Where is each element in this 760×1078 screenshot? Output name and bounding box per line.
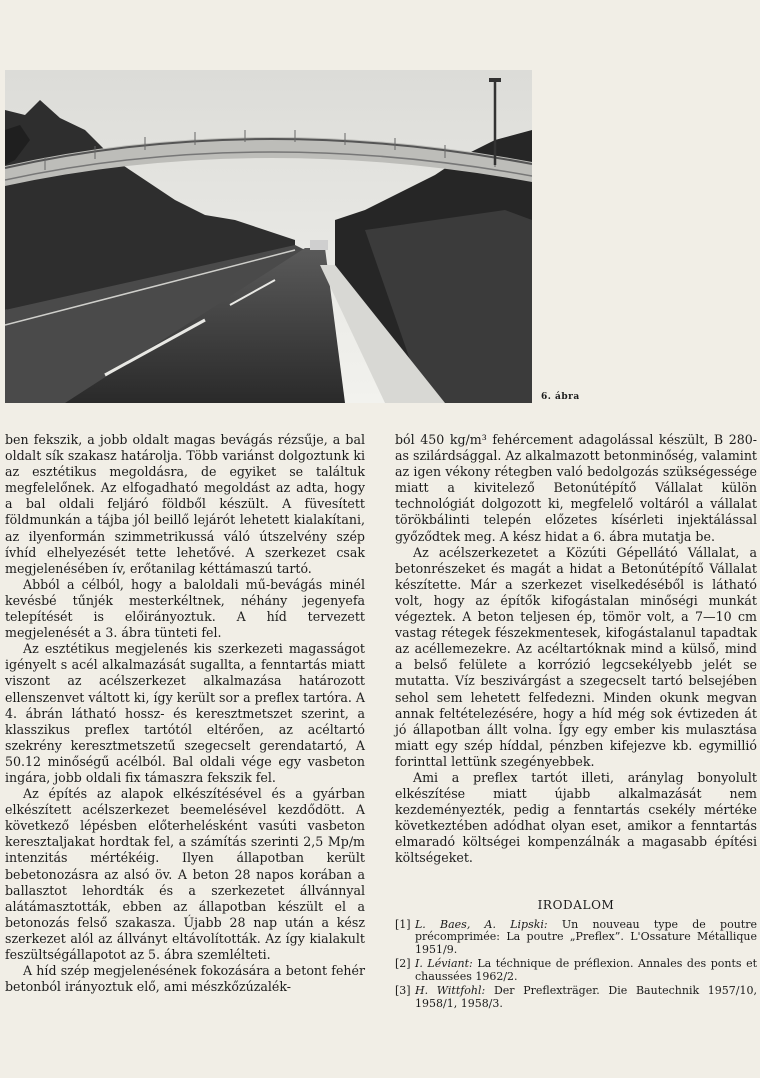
paragraph: A híd szép megjelenésének fokozására a betont fehér betonból irányoztuk elő, ami mészkőzúzalék-: [5, 963, 365, 995]
paragraph: Ami a preflex tartót illeti, aránylag bonyolult elkészítése miatt újabb alkalmazását nem kezdeményezték, pedig a fenntartás csekély mértéke következtében adódhat olyan eset, amikor a fenntartás elmaradó költségei kompenzálnák a magasabb építési költségeket.: [395, 769, 757, 866]
reference-number: [1]: [395, 917, 411, 931]
paragraph: Az acélszerkezetet a Közúti Gépellátó Vállalat, a betonrészeket és magát a hidat a Betonútépítő Vállalat készítette. Már a szerkezet viselkedéséből is látható volt, hogy az építők kifogástalan minőségi munkát végeztek. A beton teljesen ép, tömör volt, a 7—10 cm vastag rétegek fészekmentesek, kifogástalanul tapadtak az acéllemezekre. Az acéltartóknak mind a külső, mind a belső felülete a korrózió legcsekélyebb jelét se mutatta. Víz beszivárgást a szegecselt tartó belsejében sehol sem lehetett felfedezni. Minden okunk megvan annak feltételezésére, hogy a híd még sok évtizeden át jó állapotban állt volna. Így egy ember kis mulasztása miatt egy szép híddal, pénzben kifejezve kb. egymillió forinttal lettünk szegényebbek.: [395, 544, 757, 769]
right-column: [395, 432, 757, 1012]
reference-title: La téchnique de préflexion. Annales des ponts et chaussées 1962/2.: [415, 957, 758, 983]
bridge-photo-drawing: [5, 70, 532, 403]
references-list: [395, 919, 757, 1011]
paragraph: Az esztétikus megjelenés kis szerkezeti magasságot igényelt s acél alkalmazását sugallta, a fenntartás miatt viszont az acélszerkezet alkalmazása határozott ellenszenvet váltott ki, így került sor a preflex tartóra. A 4. ábrán látható hossz- és keresztmetszet szerint, a klasszikus preflex tartótól eltérően, az acéltartó szekrény keresztmetszetű szegecselt gerendatartó, A 50.12 minőségű acélból. Bal oldali vége egy vasbeton ingára, jobb oldali fix támaszra fekszik fel.: [5, 641, 365, 785]
left-column: [5, 432, 365, 995]
reference-title: Un nouveau type de poutre précomprimée: La poutre „Preflex”. L'Ossature Métallique 1951/9.: [415, 917, 757, 956]
reference-author: I. Léviant:: [415, 957, 473, 971]
figure-caption: 6. ábra: [541, 392, 580, 402]
reference-item: [395, 958, 757, 983]
references-heading: IRODALOM: [537, 897, 615, 912]
reference-text: [415, 919, 757, 957]
reference-text: [415, 985, 757, 1010]
reference-author: L. Baes, A. Lipski:: [415, 917, 548, 931]
paragraph: ben fekszik, a jobb oldalt magas bevágás rézsűje, a bal oldalt sík szakasz határolja. Több variánst dolgoztunk ki az esztétikus megoldásra, de egyiket se találtuk megfelelőnek. Az elfogadható megoldást az adta, hogy a bal oldali feljáró földből készült. A füvesített földmunkán a tájba jól beillő lejárót lehetett kialakítani, az ilyenformán szimmetrikussá váló útszelvény szép ívhíd elhelyezését tette lehetővé. A szerkezet csak megjelenésében ív, erőtanilag kéttámaszú tartó.: [5, 432, 365, 576]
bridge-photo: [5, 70, 532, 403]
reference-title: Der Preflexträger. Die Bautechnik 1957/10, 1958/1, 1958/3.: [415, 984, 758, 1010]
reference-item: [395, 985, 757, 1010]
paragraph: ból 450 kg/m³ fehércement adagolással készült, B 280-as szilárdsággal. Az alkalmazott betonminőség, valamint az igen vékony rétegben való bedolgozás szükségessége miatt a kivitelező Betonútépítő Vállalat külön technológiát dolgozott ki, megfelelő voltáról a vállalat törökbálinti telepén előzetes kísérleti injektálással győződtek meg. A kész hidat a 6. ábra mutatja be.: [395, 432, 757, 544]
reference-item: [395, 919, 757, 957]
reference-number: [3]: [395, 984, 411, 998]
reference-text: [415, 958, 757, 983]
reference-number: [2]: [395, 957, 411, 971]
paragraph: Abból a célból, hogy a baloldali mű-bevágás minél kevésbé tűnjék mesterkéltnek, néhány jegenyefa telepítését is előirányoztuk. A híd tervezett megjelenését a 3. ábra tünteti fel.: [5, 576, 365, 641]
paragraph: Az építés az alapok elkészítésével és a gyárban elkészített acélszerkezet beemelésével kezdődött. A következő lépésben előterhelésként vasúti vasbeton keresztaljakat hordtak fel, a számítás szerinti 2,5 Mp/m intenzitás mértékéig. Ilyen állapotban került bebetonozásra az alsó öv. A beton 28 napos korában a ballasztot lehordták és a szerkezetet állvánnyal alátámasztották, ebben az állapotban készült el a betonozás felső szakasza. Újabb 28 nap után a kész szerkezet alól az állványt eltávolították. Az így kialakult feszültségállapotot az 5. ábra szemlélteti.: [5, 786, 365, 962]
reference-author: H. Wittfohl:: [415, 984, 486, 998]
